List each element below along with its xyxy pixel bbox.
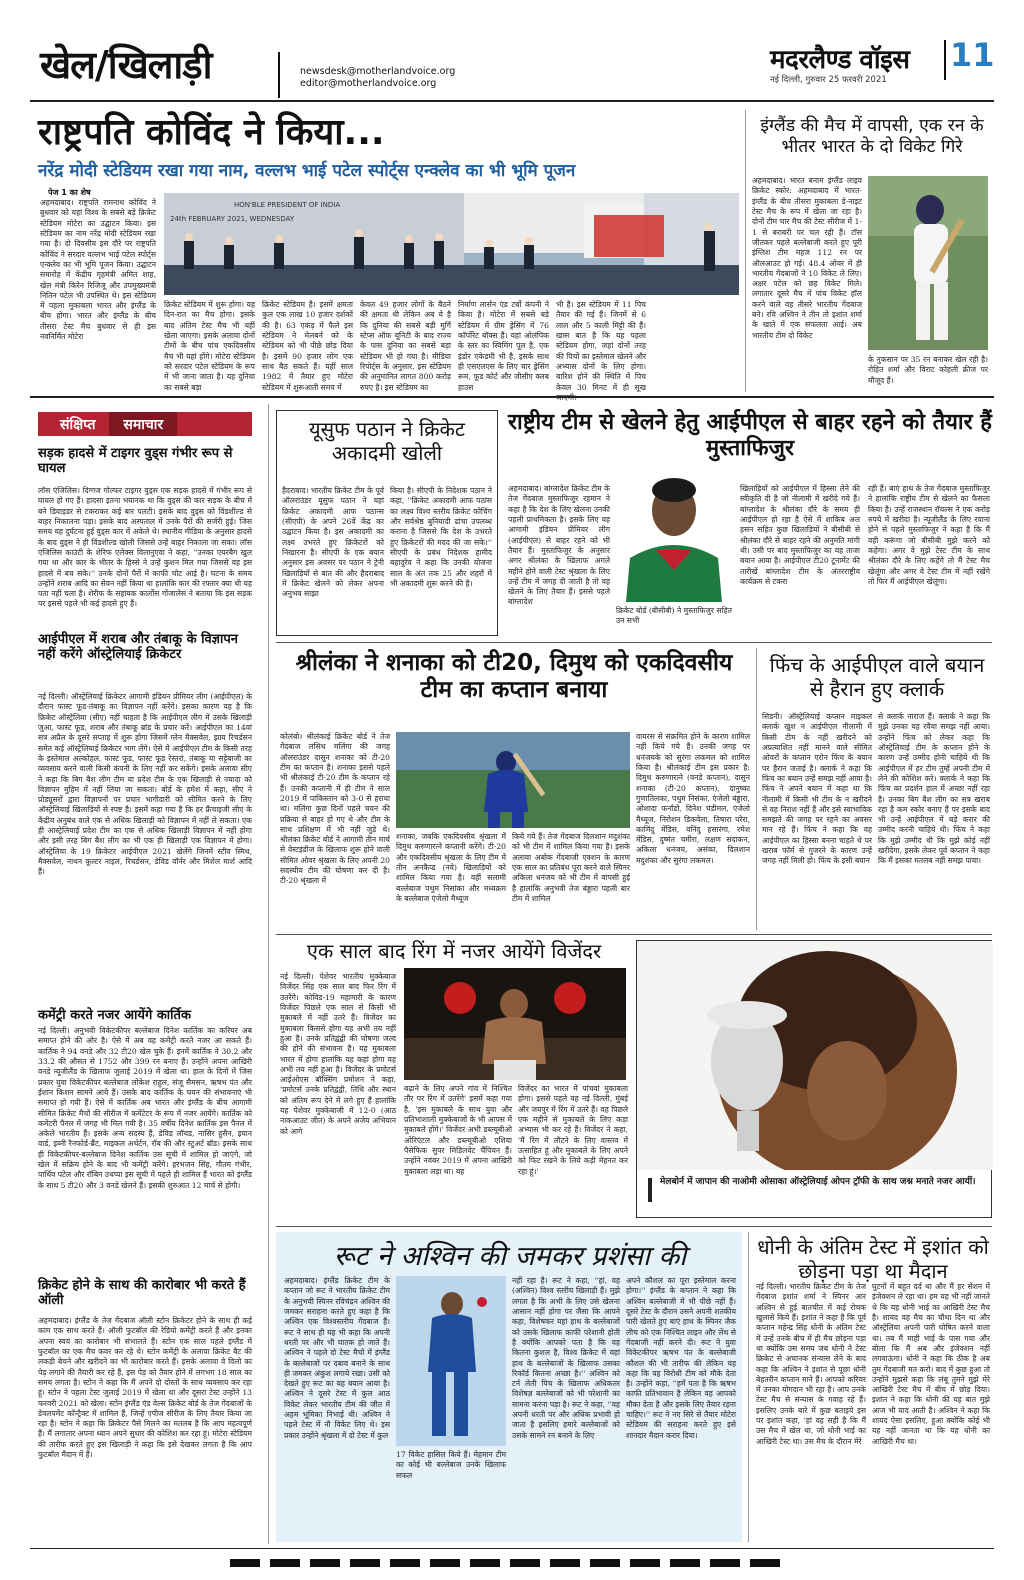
srilanka-photo-cricketer — [396, 732, 630, 828]
mustafizur-photo-caption: क्रिकेट बोर्ड (बीसीबी) ने मुस्ताफिजुर सहित उन सभी — [616, 606, 732, 626]
photo-banner-text-2: 24th FEBRUARY 2021, WEDNESDAY — [170, 215, 295, 223]
section-rule-1 — [30, 396, 994, 398]
brief-label-right: समाचार — [109, 412, 177, 436]
england-photo-batsman — [868, 176, 988, 350]
brief-label — [38, 412, 252, 436]
root-headline: रूट ने अश्विन की जमकर प्रशंसा की — [333, 1241, 687, 1272]
vijender-photo-boxer — [404, 968, 626, 1080]
mustafizur-col-3: रही हैं। बाएं हाथ के तेज गेंदबाज मुस्ताफिजुर ने हालांकि राष्ट्रीय टीम से खेलने का फैसला किया है। उन्हें राजस्थान रॉयल्स ने एक करोड़ रुपये में खरीदा है। न्यूजीलैंड के लिए रवाना होने से पहले मुस्ताफिजुर ने कहा है कि मैं वही करूंगा जो बीसीबी मुझे करने को कहेगा। अगर वे मुझे टेस्ट टीम के साथ श्रीलंका दौरे के लिए कहेंगे तो मैं टेस्ट मैच खेलूंगा और अगर वे टेस्ट टीम में नहीं रखेंगे तो फिर मैं आईपीएल खेलूंगा। — [868, 484, 990, 586]
vijender-col-2: बढ़ाने के लिए अपने गांव में निश्चित तौर पर रिंग में उतरेंगे' इसमें कहा गया है, 'इस मुकाबले के साथ युवा और प्रतिभाशाली मुक्केबाजों के भी आपस में मुकाबले होंगे।' विजेंदर अभी डब्ल्यूबीओ ओरिएंटल और डब्ल्यूबीओ एशिया पैसेफिक सुपर मिडिलवेट चैंपियन हैं। उन्होंने नवंबर 2019 में अपना आखिरी मुकाबला लड़ा था। यह — [404, 1084, 512, 1176]
lead-right-divider — [745, 110, 746, 392]
finch-headline: फिंच के आईपीएल वाले बयान से हैरान हुए क्लार्क — [769, 653, 985, 701]
osaka-photo — [636, 940, 992, 1170]
srilanka-col-2: शनाका, जबकि एकदिवसीय श्रृंखला में दिमुथ करुणारत्ने कप्तानी करेंगे। टी-20 और एकदिवसीय श्रृंखला के लिए टीम में तीन अनकैप्ड (नये) खिलाड़ियों को शामिल किया गया है। वहीं सलामी बल्लेबाज पथुम निसांका और मध्यक्रम के बल्लेबाज एंजेलो मैथ्यूज — [396, 832, 506, 903]
vijender-headline: एक साल बाद रिंग में नजर आयेंगे विजेंदर — [306, 939, 602, 963]
root-col-4: अपने कौशल का पूरा इस्तेमाल करना होगा।'' इंग्लैंड के कप्तान ने कहा कि अश्विन बल्लेबाजी में भी पीछे नहीं हैं। दूसरे टेस्ट के दौरान उसने अपनी शतकीय पारी खेलते हुए बाएं हाथ के स्पिनर जैक लीच को एक निश्चित लाइन और लेंथ से गेंदबाजी नहीं करने दी। रूट ने युवा विकेटकीपर ऋषभ पंत के बल्लेबाजी कौशल की भी तारीफ की लेकिन यह कहा कि वह विरोधी टीम को मौके देता है। उन्होंने कहा, ''हमें पता है कि ऋषभ काफी प्रतिभावान है लेकिन वह आपको मौका देता है और इसके लिए तैयार रहना चाहिए।'' रूट ने नए सिरे से तैयार मोटेरा स्टेडियम की सराहना करते हुए इसे शानदार मैदान करार दिया। — [626, 1276, 736, 1440]
masthead-divider — [278, 52, 280, 98]
root-col-2: 17 विकेट हासिल किये हैं। मेहमान टीम का कोई भी बल्लेबाज उनके खिलाफ सफल — [396, 1450, 506, 1480]
srilanka-col-1: कोलंबो। श्रीलंकाई क्रिकेट बोर्ड ने तेज गेंदबाज लसिथ मलिंगा की जगह ऑलराउंडर दासुन शनाका को टी-20 टीम का कप्तान है। शनाका इससे पहले भी श्रीलंकाई टी-20 टीम के कप्तान रहे हैं। उनकी कप्तानी में ही टीम ने साल 2019 में पाकिस्तान को 3-0 से हराया था। मलिंगा कुछ दिनों पहले चयन की प्रक्रिया से बाहर हो गए थे और टीम के साथ प्रशिक्षण में भी नहीं जुड़े थे। श्रीलंका क्रिकेट बोर्ड ने आगामी तीन मार्च से वेस्टइंडीज के खिलाफ शुरू होने वाली सीमित ओवर श्रृंखला के लिए अपनी 20 सदस्यीय टीम की घोषणा कर दी है। टी-20 श्रृंखला में — [280, 732, 390, 886]
brief-3-headline: कमेंट्री करते नजर आयेंगे कार्तिक — [38, 1008, 191, 1023]
brief-right-divider — [268, 404, 269, 1544]
england-headline: इंग्लैंड की मैच में वापसी, एक रन के भीतर भारत के दो विकेट गिरे — [760, 116, 984, 157]
vijender-col-3: विजेंदर का भारत में पांचवां मुकाबला होगा। इससे पहले वह नई दिल्ली, मुंबई और जयपुर में रिंग में उतरे हैं। वह पिछले एक महीने से मुकाबले के लिए कड़ा अभ्यास भी कर रहे हैं। विजेंदर ने कहा, 'मैं रिंग में लौटने के लिए वास्तव में उत्साहित हूं और मुकाबले के लिए अपने को फिट रखने के लिये कड़ी मेहनत कर रहा हूं।' — [518, 1084, 628, 1176]
dhoni-col-1: नई दिल्ली। भारतीय क्रिकेट टीम के तेज गेंदबाज इशांत शर्मा ने स्पिनर आर अश्विन से हुई बातचीत में कई रोचक खुलासे किये हैं। इशांत ने कहा है कि पूर्व कप्तान महेन्द्र सिंह धोनी के अंतिम टेस्ट में उन्हें उनके बीच में ही मैच छोड़ना पड़ा था क्योंकि उस समय जब धोनी ने टेस्ट क्रिकेट से अचानक संन्यास लेने के बाद कहा कि अश्विन ने इशांत से पूछा धोनी बेहतरीन कप्तान माने हैं। आपको करियर में उनका योगदान भी रहा है। आप उनके टेस्ट मैच से संन्यास के गवाह रहे हैं। इसलिए उनके बारे में कुछ बताइये इस पर इशांत कहा, 'हां वह सही है कि मैं उस मैच में खेल था, जो धोनी भाई का आखिरी टेस्ट था। उस मैच के दौरान मेरे — [756, 1282, 866, 1446]
lead-subhead: नरेंद्र मोदी स्टेडियम रखा गया नाम, वल्लभ भाई पटेल स्पोर्ट्स एन्क्लेव का भी भूमि पूजन — [38, 161, 576, 181]
dhoni-headline: धोनी के अंतिम टेस्ट में इशांत को छोड़ना पड़ा था मैदान — [757, 1235, 989, 1283]
top-rule — [30, 100, 994, 102]
root-col-1: अहमदाबाद। इंग्लैंड क्रिकेट टीम के कप्तान जो रूट ने भारतीय क्रिकेट टीम के अनुभवी स्पिनर रविचंद्रन अश्विन की जमकर सराहना करते हुए कहा है कि अश्विन एक विश्वस्तरीय गेंदबाज हैं। रूट ने साथ ही यह भी कहा कि अपनी धरती पर और भी घातक हो जाते हैं। अश्विन ने पहले दो टेस्ट मैचों में इंग्लैंड के बल्लेबाजों पर दबाव बनाने के साथ ही जमकर अंकुश लगाये रखा। उसी को देखते हुए रूट का यह बयान आया है। अश्विन ने दूसरे टेस्ट में कुल आठ विकेट लेकर भारतीय टीम की जीत में अहम भूमिका निभाई थी। अश्विन ने पहले टेस्ट में नौ विकेट लिए थे। इस प्रकार उन्होंने श्रृंखला में दो टेस्ट में कुल — [284, 1276, 390, 1440]
root-photo-ashwin — [396, 1276, 506, 1446]
section-rule-2 — [276, 642, 992, 643]
srilanka-headline: श्रीलंका ने शनाका को टी20, दिमुथ को एकदिवसीय टीम का कप्तान बनाया — [295, 650, 733, 704]
root-dhoni-divider — [748, 1232, 749, 1542]
brief-4-headline: क्रिकेट होने के साथ की कारोबार भी करते हैं ऑली — [38, 1278, 246, 1309]
lead-kicker: पेज 1 का शेष — [48, 188, 91, 197]
finch-col-2: से क्लार्क नाराज हैं। क्लार्क ने कहा कि मुझे उनका यह रवैया समझ नहीं आया। उन्होंने फिंच को लेकर कहा कि ऑस्ट्रेलियाई टीम के कप्तान होने के कारण उन्हें उम्मीद होनी चाहिये थी कि आईपीएल में हर टीम तुम्हें अपनी टीम में लेने की कोशिश करे। क्लार्क ने कहा कि फिंच का प्रदर्शन हाल में अच्छा नहीं रहा है। उनका बिग बैश लीग का सत्र खराब रहा है कम स्कोर बनाए हैं पर इसके बाद भी उन्हें आईपीएल में बड़े करार की उम्मीद करनी चाहिये थी। फिंच ने कहा कि मुझे उम्मीद थी कि मुझे कोई नहीं खरीदेगा, इसके लेकर पूर्व कप्तान ने कहा कि मैं इसका मतलब नहीं समझ पाया। — [878, 712, 990, 866]
newsdesk-email[interactable]: newsdesk@motherlandvoice.org — [300, 66, 456, 77]
lead-col-5: निर्माण लार्सन एंड टर्बो कंपनी ने किया है। मोटेरा में सबसे बड़े स्टेडियम में ग्रीम ड्रेसिंग में 76 कॉर्पोरेट बॉक्स हैं। यहां ओलंपिक के स्तर का स्विमिंग पूल है, एक इंडोर एकेडमी भी है, इसके साथ ही एसएलएस के लिए चार ड्रेसिंग रूम, फूड कोर्ट और जीसीए क्लब हाउस — [458, 300, 549, 392]
brief-1-body: लॉस एंजिलिस। दिग्गज गोल्फर टाइगर वुड्स एक सड़क हादसे में गंभीर रूप से घायल हो गए हैं। हादसा इतना भयानक था कि वुड्स की कार सड़क के बीच में बने डिवाइडर से टकराकर कई बार पलटी। इसके बाद वुड्स को विंडशील्ड से बाहर निकालना पड़ा। इसके बाद अस्पताल में उनके पैरों की सर्जरी हुई। जिस समय यह दुर्घटना हुई वुड्स कार में अकेले थे। स्थानीय मीडिया के अनुसार हादसे के बाद वुड्स ने ही विंडशील्ड खोली जिससे उन्हें बाहर निकाला जा सका। लॉस एंजिलिस काउंटी के शेरिफ एलेक्स विलानुएवा ने कहा, ''उनका एयरबैग खुल गया था और कार के भीतर के हिस्से ने उन्हें कुशन मिल गया जिससे वह इस हादसे में बच सके।'' उनके दोनों पैरों में काफी चोट आई है। घटना के समय उन्होंने शराब आदि का सेवन नहीं किया था हालांकि कार की रफ्तार क्या थी यह पता नहीं चला है। शेरीफ के सहायक कार्लोस गोंजालेस ने बताया कि इस सड़क पर इससे पहले भी कई हादसे हुए हैं। — [38, 486, 252, 609]
lead-photo-stadium-ceremony — [164, 193, 739, 295]
mustafizur-col-1: अहमदाबाद। बांग्लादेश क्रिकेट टीम के तेज गेंदबाज मुस्ताफिजुर रहमान ने कहा है कि देश के लिए खेलना उनकी पहली प्राथमिकता है। इसके लिए वह आगामी इंडियन प्रीमियर लीग (आईपीएल) से बाहर रहने को भी तैयार हैं। मुस्ताफिजुर के अनुसार अगर श्रीलंका के खिलाफ अगले महीने होने वाली टेस्ट श्रृंखला के लिए उन्हें टीम में जगह दी जाती है तो वह खेलने के लिए तैयार हैं। इससे पहले बांग्लादेश — [508, 484, 610, 607]
lead-col-3: क्रिकेट स्टेडियम है। इसमें क्षमता कुल एक लाख 10 हजार दर्शकों की है। 63 एकड़ में फैले इस स्टेडियम ने मेलबर्न को के स्टेडियम को भी पीछे छोड़ दिया है। इसमें 90 हजार लोग एक साथ बैठ सकते हैं। यहीं साल 1982 में तैयार हुए मोटेरा स्टेडियम में शुरूआती समय में — [262, 300, 353, 392]
pathan-col-2: किया है। सीएपी के निदेशक पठान ने कहा, ''क्रिकेट अकादमी आफ पठांस का लक्ष्य विश्व स्तरीय क्रिकेट कोचिंग और सर्वश्रेष्ठ बुनियादी ढांचा उपलब्ध कराना है जिससे कि देश के उभरते हुए क्रिकेटरों की मदद की जा सके।'' सीएपी के प्रबंध निदेशक हामीद बहादुरेव ने कहा कि उनकी योजना साल के अंत तक 25 और शहरों में भी अकादमी शुरू करने की है। — [390, 486, 492, 588]
brief-4-body: अहमदाबाद। इंग्लैंड के तेज गेंदबाज ऑली स्टोन क्रिकेटर होने के साथ ही कई काम एक साथ करते हैं। ऑली फुटबॉल की रेडियो कमेंट्री करते हैं और इनका अपना स्वयं का कारोबार भी संभालते हैं। स्टोन एक साल पहले इंग्लैंड में फुटबॉल का एक मैच कवर कर रहे थे। स्टोन कमेंट्री के अलावा क्रिकेट बैट की लकड़ी बेचने और खरीदने का भी कारोबार करते हैं। इसके अलावा वे विलो का पेड़ लगाने की तैयारी कर रहे हैं, इस पेड़ को तैयार होने में लगभग 18 साल का समय लगता है। स्टोन ने कहा कि मैं अपने दो दोस्तों के साथ व्यवसाय कर रहा हूं। स्टोन ने पहला टेस्ट जुलाई 2019 में खेला था और दूसरा टेस्ट उन्होंने 13 फरवरी 2021 को खेला। स्टोन इंग्लैंड एंड वेल्स क्रिकेट बोर्ड के तेज गेंदबाजों के डेवलपमेंट कॉन्ट्रैक्ट में शामिल हैं, जिन्हें एपीज सीरीज के लिए तैयार किया जा रहा है। स्टोन ने कहा कि क्रिकेटर पैसे मिलने का मतलब है कि आप महत्वपूर्ण हैं। मैं लगातार अपना ध्यान अपने सुधार की कोशिश कर रहा हूं। मोटेरा स्टेडियम की तारीफ करते हुए इस खिलाड़ी ने कहा कि इसे देखकर लगता है कि आप फुटबॉल मैदान में हैं। — [38, 1316, 252, 1460]
paper-name: मदरलैण्ड वॉइस — [770, 45, 910, 75]
section-rule-4 — [276, 1226, 992, 1227]
lead-col-2: क्रिकेट स्टेडियम में शुरू होगा। यह दिन-रात का मैच होगा। इसके बाद अंतिम टेस्ट मैच भी यहीं खेला जाएगा। इसके अलावा दोनों टीमों के बीच पांच एकदिवसीय मैच भी यहां होंगे। मोटेरा स्टेडियम को सरदार पटेल स्टेडियम के रूप में भी जाना जाता है। यह दुनिया का सबसे बड़ा — [164, 300, 255, 392]
page-number: 11 — [950, 36, 995, 74]
finch-col-1: सिडनी। ऑस्ट्रेलियाई कप्तान माइकल क्लार्क खुश न आईपीएल नीलामी में किसी टीम के नहीं खरीदने को अप्रत्याशित नहीं मानने वाले सीमित ओवरों के कप्तान एरोन फिंच के बयान पर हैरान जताई है। क्लार्क ने कहा कि फिंच का बयान उन्हें समझ नहीं आया है। फिंच ने अपने बयान में कहा था कि नीलामी में किसी भी टीम के न खरीदने से वह निराश नहीं हैं और इसे स्वाभाविक समझते की जगह पर रहने का अवसर मान रहे हैं। फिंच ने कहा कि वह आईपीएल का हिस्सा बनना चाहते थे पर खराब फॉर्म से गुजरने के कारण उन्हें जगह नहीं मिली हो। फिंच के इसी बयान — [762, 712, 872, 866]
osaka-caption-marker — [648, 1178, 652, 1202]
photo-banner-text-1: HON'BLE PRESIDENT OF INDIA — [234, 201, 341, 209]
brief-3-body: नई दिल्ली। अनुभवी विकेटकीपर बल्लेबाज दिनेश कार्तिक का करियर अब समाप्त होने की ओर है। ऐसे में अब वह कमेंट्री करते नजर आ सकते हैं। कार्तिक ने 94 वनडे और 32 टी20 खेल चुके हैं। इनमें कार्तिक ने 30.2 और 33.2 की औसत से 1752 और 399 रन बनाए हैं। उन्होंने अपना आखिरी वनडे न्यूजीलैंड के खिलाफ जुलाई 2019 में खेला था। हाल के दिनों में जिस प्रकार युवा विकेटकीपर बल्लेबाज लोकेश राहुल, संजू सैमसन, ऋषभ पंत और ईशान किशन सामने आये हैं। उसके बाद कार्तिक के चयन की संभावनाएं भी समाप्त हो गयी हैं। ऐसे में कार्तिक अब भारत और इंग्लैंड के बीच आगामी सीमित क्रिकेट मैचों की सीरीज में कमेंटेटर के रूप में नजर आयेंगे। कार्तिक को कमेंटरी पैनल में जगह भी मिल गयी है। 35 वर्षीय दिनेश कार्तिक इस पैनल में अकेले भारतीय हैं। इसके अन्य सदस्य हैं, डेविड लॉयड, नासिर हुसैन, इयान वार्ड, इब्नी रैनफोर्ड-ब्रैंट, माइकल अर्थर्टन, रॉब की और स्टुअर्ट ब्रॉड। इसके साथ ही विकेटकीपर-बल्लेबाज दिनेश कार्तिक उस सूची में शामिल हो जाएंगे, जो खेल में सक्रिय होने के बाद भी कमेंट्री करेंगे। हरभजन सिंह, गौतम गंभीर, पार्थिव पटेल और रॉबिन उथप्पा इस सूची में पहले ही शामिल हैं भारत को इंग्लैंड के साथ 5 टी20 और 3 वनडे खेलने हैं। इसकी शुरुआत 12 मार्च से होगी। — [38, 1026, 252, 1190]
lead-col-6: भी है। इस स्टेडियम में 11 पिच तैयार की गई हैं। जिनमें से 6 लाल और 5 काली मिट्टी की हैं। खास बात है कि यह पहला स्टेडियम होगा, जहां दोनों तरह की पिचों का इस्तेमाल खेलने और अभ्यास दोनों के लिए होगा। बारिश होने की स्थिति में पिच केवल 30 मिनट में ही सूख — [556, 300, 646, 392]
mustafizur-photo — [616, 470, 732, 602]
england-body: अहमदाबाद। भारत बनाम इंग्लैंड लाइव क्रिकेट स्कोर: अहमदाबाद में भारत-इंग्लैंड के बीच तीसरा मुकाबला डे-नाइट टेस्ट मैच के रूप में खेला जा रहा है। दोनों टीम चार मैच की टेस्ट सीरीज में 1-1 से बराबरी पर चल रही हैं। टॉस जीतकर पहले बल्लेबाजी करते हुए पूरी इंग्लिश टीम महज 112 रन पर ऑलआउट हो गई। 48.4 ओवर में ही भारतीय गेंदबाजों ने 10 विकेट ले लिए। अक्षर पटेल को छह विकेट मिले। लगातार दूसरे मैच में पांच विकेट हॉल करने वाले वह तीसरे भारतीय गेंदबाज बने। रवि अश्विन ने तीन तो इशांत शर्मा के खाते में एक सफलता आई। अब भारतीय टीम दो विकेट — [752, 176, 862, 340]
brief-label-left: संक्षिप्त — [60, 416, 96, 433]
srilanka-col-3: किये गये हैं। तेज गेंदबाज दिलशान मदुशंका को भी टीम में शामिल किया गया है। इसके अलावा अबोक गेंदबाजी एक्शन के कारण एक साल का प्रतिबंध पूरा करने वाले स्पिनर अकिला धनंजय को भी टीम में वापसी हुई है हालांकि अनुभवी तेज बंड्डारा पहली बार टीम में शामिल — [512, 832, 630, 903]
brief-2-headline: आईपीएल में शराब और तंबाकू के विज्ञापन नहीं करेंगे ऑस्ट्रेलियाई क्रिकेटर — [38, 632, 238, 663]
mustafizur-headline: राष्ट्रीय टीम से खेलने हेतु आईपीएल से बाहर रहने को तैयार हैं मुस्ताफिजुर — [508, 410, 992, 461]
color-registration-strip — [230, 1554, 790, 1566]
editor-email[interactable]: editor@motherlandvoice.org — [300, 78, 437, 89]
lead-headline: राष्ट्रपति कोविंद ने किया... — [38, 112, 385, 153]
pathan-headline: यूसुफ पठान ने क्रिकेट अकादमी खोली — [309, 417, 465, 465]
dateline: नई दिल्ली, गुरुवार 25 फरवरी 2021 — [770, 75, 887, 85]
dhoni-col-2: घुटनों में बहुत दर्द था और मैं हर सेशन में इंजेक्शन ले रहा था। हम यह भी नहीं जानते थे कि यह धोनी भाई का आखिरी टेस्ट मैच है। शायद वह मैच का चौथा दिन था और ऑस्ट्रेलिया अपनी पारी घोषित करने वाला था। तब मैं माही भाई के पास गया और बोला कि मैं अब और इंजेक्शन नहीं लगवाऊंगा। धोनी ने कहा कि ठीक है अब तुम गेंदबाजी मत करो। बाद में कुछ हुआ तो उन्होंने मुझसे कहा कि लंबू तुमने मुझे मेरे आखिरी टेस्ट मैच में बीच में छोड़ दिया। इशांत ने कहा कि धोनी की यह बात मुझे आज भी याद आती है। अश्विन ने कहा कि शायद ऐसा इसलिए, हुआ क्योंकि कोई भी यह नहीं जानता था कि यह धोनी का आखिरी मैच था। — [872, 1282, 990, 1446]
section-title: खेल/खिलाड़ी — [40, 43, 212, 87]
bottom-rule — [30, 1548, 994, 1549]
lead-col-4: केवल 49 हजार लोगों के बैठने की क्षमता थी लेकिन अब ये है कि दुनिया की सबसे बड़ी मुर्गि स्टेप्स ऑफ यूनिटी के बाद राज्य के पास दुनिया का सबसे बड़ा स्टेडियम भी हो गया है। मीडिया रिपोर्ट्स के अनुसार, इस स्टेडियम की अनुमानित लागत 800 करोड़ रुपए है। इस स्टेडियम का — [360, 300, 451, 392]
pathan-col-1: हैदराबाद। भारतीय क्रिकेट टीम के पूर्व ऑलराउंडर यूसुफ पठान ने यहां क्रिकेट अकादमी आफ पठान्स (सीएपी) के अपने 26वें केंद्र का उद्घाटन किया है। इस अकादमी का लक्ष्य उभरते हुए क्रिकेटरों को निखारना है। सीएपी के एक बयान अनुसार इस अवसर पर पठान ने ट्रेनी खिलाड़ियों से बात की और हैदराबाद में क्रिकेट खेलने को लेकर अपना अनुभव साझा — [282, 486, 384, 599]
lead-col-1: अहमदाबाद। राष्ट्रपति रामनाथ कोविंद ने बुधवार को यहां विश्व के सबसे बड़े क्रिकेट स्टेडियम मोटेरा का उद्घाटन किया। इस स्टेडियम का नाम नरेंद्र मोदी स्टेडियम रखा गया है। दो दिवसीय इस दौरे पर राष्ट्रपति कोविंद ने सरदार वल्लभ भाई पटेल स्पोर्ट्स एन्क्लेव का भी भूमि पूजन किया। उद्घाटन समारोह में केंद्रीय गृहमंत्री अमित शाह, खेल मंत्री किरेन रिजिजू और उपमुख्यमंत्री नितिन पटेल भी उपस्थित थे। इस स्टेडियम में पहला मुकाबला भारत और इंग्लैंड के बीच होगा। भारत और इंग्लैंड के बीच तीसरा टेस्ट मैच बुधवार से ही इस नवनिर्मित मोटेरा — [40, 198, 156, 342]
srilanka-col-4: वायरस से संक्रमित होने के कारण शामिल नहीं किये गये हैं। उनकी जगह पर धनंजयके को सुरंगा लकमल को शामिल किया है। श्रीलंकाई टीम इस प्रकार है: दिमुथ करुणारत्ने (वनडे कप्तान), दासुन शनाका (टी-20 कप्तान), दानुष्का गुणातिलका, पथुम निसंका, एंजेलो बंड्डारा, ओशादा फर्नांडो, दिनेश चंडीमल, एंजेलो मैथ्यूज, निरोशन डिकवेला, तिषारा परेरा, कामिंदु मेंडिस, वनिंदु हसारंगा, रमेश मेंडिस, दुष्मंत चमीरा, लक्षण सदाकन, अकिला धनंजय, असंका, दिलशान मदुशंका और सुरंगा लकमल। — [636, 732, 750, 865]
root-col-3: नहीं रहा है। रूट ने कहा, ''हां, वह (अश्विन) विश्व स्तरीय खिलाड़ी हैं। मुझे लगता है कि अभी के लिए उसे खेलना आसान नहीं होगा पर जैसा कि आपने कहा, विशेषकर यहां हाथ के बल्लेबाजों को उसके खिलाफ काफी परेशानी होती है क्योंकि आपको पता है कि वह कितना कुशल है, विश्व क्रिकेट में यहां हाथ के बल्लेबाजों के खिलाफ उसका रिकॉर्ड कितना अच्छा है।'' अश्विन को टर्न लेती पिच के खिलाफ अधिकतर विशेषज्ञ बल्लेबाजों को भी परेशानी का सामना करना पड़ा है। रूट ने कहा, ''वह अपनी धरती पर और अधिक प्रभावी हो जाता है इसलिए हमारे बल्लेबाजों को उसके सामने रन बनाने के लिए — [512, 1276, 620, 1440]
osaka-caption: मेलबोर्न में जापान की नाओमी ओसाका ऑस्ट्रेलियाई ओपन ट्रॉफी के साथ जश्न मनाते नजर आयीं। — [660, 1177, 976, 1187]
brief-1-headline: सड़क हादसे में टाइगर वुड्स गंभीर रूप से घायल — [38, 446, 233, 477]
section-rule-3 — [276, 934, 992, 935]
srilanka-finch-divider — [756, 648, 757, 930]
brief-2-body: नई दिल्ली। ऑस्ट्रेलियाई क्रिकेटर आगामी इंडियन प्रीमियर लीग (आईपीएल) के दौरान फास्ट फूड-तंबाकू का विज्ञापन नहीं करेंगे। इसका कारण यह है कि क्रिकेट ऑस्ट्रेलिया (सीए) नहीं चाहता है कि आईपीएल लीग में उसके खिलाड़ी जुआ, फास्ट फूड, शराब और तंबाकू ब्रांड के प्रचार करें। आईपीएल का 14वां सत्र अप्रैल के दूसरे सप्ताह में शुरू होगा जिसमें ग्लेन मैक्सवेल, झाय रिचर्डसन समेत कई ऑस्ट्रेलियाई क्रिकेटर भाग लेंगे। ऐसे में आईपीएल टीम के किसी तरह के इस्तेमाल अल्कोहल, फास्ट फूड, फास्ट फूड रेस्तरां, तंबाकू या सट्टेबाजी का व्यवसाय करने वाली किसी कंपनी के लिए नहीं कर सकेंगे। इसके अलावा सीए ने कहा कि बिग बैश लीग टीम या प्रदेश टीम के एक खिलाड़ी से ज्यादा को विज्ञापन मुहिम में नहीं लिया जा सकता। बोर्ड के हमेश में कहा, सीए ने प्रोड्यूसरों द्वारा विज्ञापनों पर प्रचार भागीदारी को सीमित करने के लिए ऑस्ट्रेलियाई खिलाड़ियों से स्पष्ट है। इसमें कहा गया है कि हर फ्रैंचाइजी सीए के केंद्रीय अनुबंध वाले एक से अधिक खिलाड़ी को विज्ञापन में नहीं ले सकता। एक ही आस्ट्रेलियाई प्रदेश टीम का एक से अधिक खिलाड़ी विज्ञापन में नहीं होगा और इसी तरह बिग बैश लीग का भी एक ही खिलाड़ी एक विज्ञापन में होगा। ऑस्ट्रेलिया के 19 क्रिकेटर आईपीएल 2021 खेलेंगे जिनमें स्टीव स्मिथ, मैक्सवेल, नाथन कूल्टर नाइल, रिचर्डसन, डेविड वॉर्नर और मिशेल मार्श आदि हैं। — [38, 692, 252, 877]
mustafizur-col-2: खिलाड़ियों को आईपीएल में हिस्सा लेने की स्वीकृति दी है जो नीलामी में खरीदे गये हैं। बांग्लादेश के श्रीलंका दौरे के समय ही आईपीएल हो रहा है ऐसे में शाकिब अल हसन सहित कुछ खिलाड़ियों ने बीसीबी से श्रीलंका दौरे से बाहर रहने की अनुमति मांगी थी। उसी पर बाद मुस्ताफिजुर का यह ताजा बयान आया है। आईपीएल टी20 टूनामेंट की तारीखें बांग्लादेश टीम के अंतरराष्ट्रीय कार्यक्रम से टकरा — [740, 484, 860, 586]
england-photo-caption: के नुकसान पर 35 रन बनाकर खेल रही है। रोहित शर्मा और विराट कोहली क्रीज पर मौजूद हैं। — [868, 355, 988, 385]
page-number-divider — [944, 40, 946, 80]
vijender-col-1: नई दिल्ली। पेशेवर भारतीय मुक्केबाज विजेंदर सिंह एक साल बाद फिर रिंग में उतरेंगे। कोविड-19 महामारी के कारण विजेंदर पिछले एक साल से किसी भी मुकाबले में नहीं उतरे हैं। विजेंदर का मुकाबला किससे होगा यह अभी तय नहीं हुआ है। उनके प्रतिद्वंद्वी की घोषणा जल्द की होने की संभावना है। यह मुकाबला भारत में होगा हालांकि यह कहां होगा यह अभी तय नहीं हुआ है। विजेंदर के प्रमोटर्स आईओएस बॉक्सिंग प्रमोशन ने कहा, 'प्रमोटर्स उनके प्रतिद्वंद्वी, तिथि और स्थान को अंतिम रूप देने में लगे हुए हैं हालांकि यह पेशेवर मुक्केबाजी में 12-0 (आठ नाकआउट जीत) के अपने अजेय अभियान को आगे — [280, 972, 396, 1136]
